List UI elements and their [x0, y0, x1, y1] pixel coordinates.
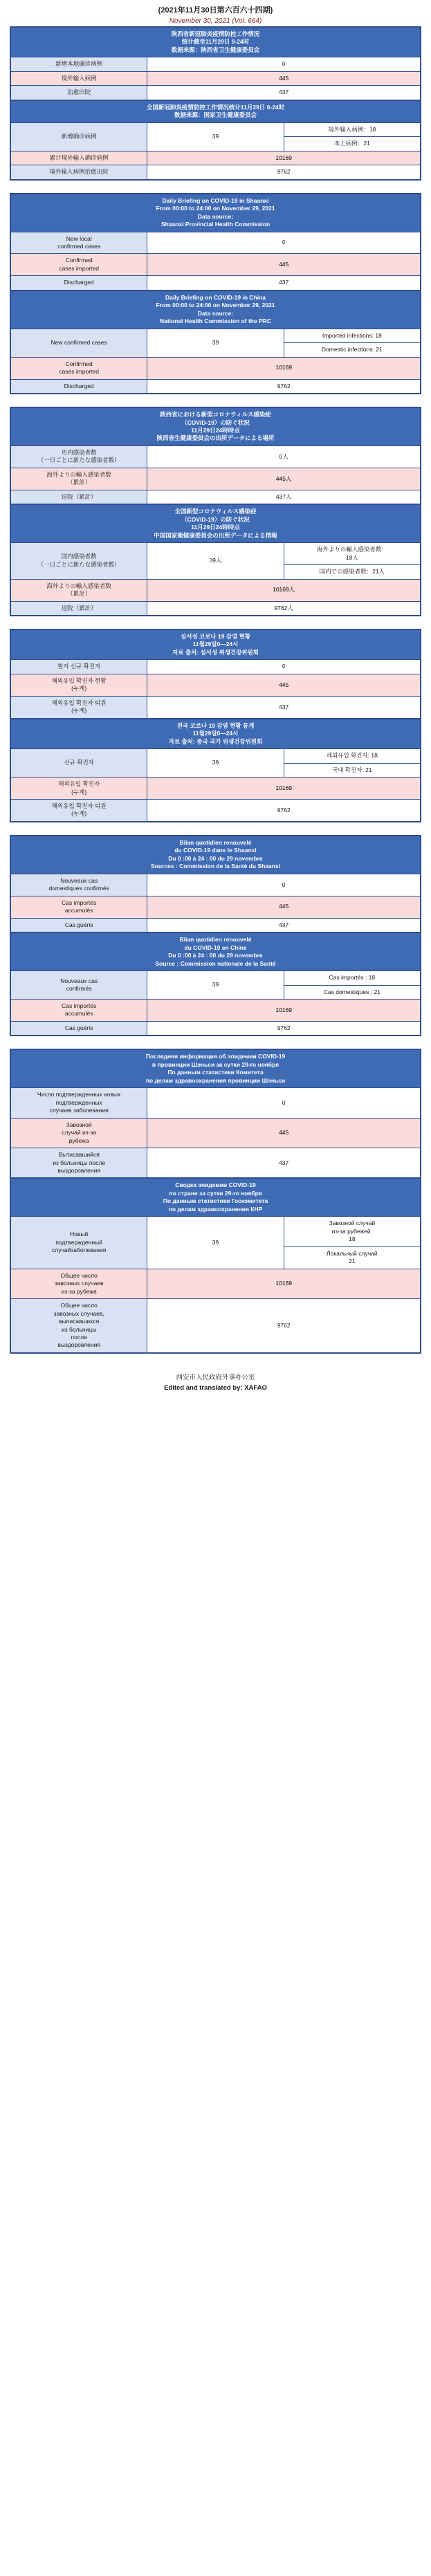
row-value: 0人 [147, 445, 421, 468]
table-row [11, 543, 421, 565]
table-row [11, 778, 421, 800]
table-header: 全国新型コロナウィルス感染症 （COVID-19）の防ぐ状況 11月29日24時時点 中国国家衛健康委員会の出所データによる情報 [11, 505, 421, 543]
table-header: Bilan quotidien renouvelé du COVID-19 en Chine Du 0 :00 à 24 : 00 du 29 novembre Source : Commission nationale de la Santé [11, 933, 421, 971]
table-row [11, 122, 421, 136]
table-row [11, 445, 421, 468]
table-header: Последняя информация об эпидемии COVID-19 в провинции Шэньси за сутки 29-го ноября По данным статистики Комитета по делам здравоохранения провинции Шэньси [11, 1050, 421, 1088]
row-label: New local confirmed cases [11, 232, 147, 254]
row-value: 445人 [147, 468, 421, 490]
table-row [11, 468, 421, 490]
row-sub-value-imported: Imported infections: 18 [284, 329, 420, 342]
table-row [11, 276, 421, 290]
china-table [10, 1178, 421, 1352]
row-label: 해외유입 확진자 퇴원 (누계) [11, 800, 147, 822]
row-label: Общее число завозных случаев из-за рубежа [11, 1269, 147, 1298]
shaanxi-table [10, 836, 421, 932]
china-table [10, 932, 421, 1036]
table-header: Daily Briefing on COVID-19 in China From 00:00 to 24:00 on November 29, 2021 Data source: National Health Commission of the PRC [11, 291, 421, 329]
row-label: 해외유입 확진자 퇴원 (누계) [11, 696, 147, 718]
shaanxi-table [10, 407, 421, 504]
table-header: 全国新冠肺炎疫情防控工作情况统计11月29日 0-24时 数据来源：国家卫生健康委员会 [11, 100, 421, 122]
row-sub-value-domestic: Domestic infections: 21 [284, 343, 420, 357]
row-label: 境外输入病例治愈出院 [11, 165, 147, 179]
row-label: Вытисавшийся из больницы после выздоровления [11, 1148, 147, 1178]
sections-container [0, 26, 431, 1354]
row-value: 445 [147, 674, 421, 696]
language-block-ja [10, 407, 421, 616]
row-value: 0 [147, 57, 421, 71]
row-value: 10169人 [147, 579, 421, 601]
table-row [11, 999, 421, 1021]
table-row [11, 660, 421, 674]
row-value: 445 [147, 1118, 421, 1148]
shaanxi-table [10, 629, 421, 719]
table-row [11, 874, 421, 896]
table-row [11, 971, 421, 985]
row-value: 9762人 [147, 601, 421, 615]
table-row [11, 86, 421, 100]
table-row [11, 71, 421, 85]
table-row [11, 1217, 421, 1246]
row-value: 437 [147, 696, 421, 718]
row-label: Завозной случай из-за рубежа [11, 1118, 147, 1148]
row-sub-value-domestic: 国内での感染者数：21人 [284, 565, 420, 579]
row-label: 治愈出院 [11, 86, 147, 100]
table-row [11, 1088, 421, 1118]
table-row [11, 57, 421, 71]
row-value: 10169 [147, 357, 421, 379]
row-label: 累计境外输入确诊病例 [11, 151, 147, 165]
row-sub-value-imported: Cas importés : 18 [284, 971, 420, 985]
china-table [10, 291, 421, 394]
row-value: 0 [147, 660, 421, 674]
row-total-value: 39 [147, 971, 284, 1000]
row-label: 신규 확진자 [11, 749, 147, 778]
row-value: 10169 [147, 778, 421, 800]
table-row [11, 1269, 421, 1298]
row-sub-value-domestic: 本土病例：21 [284, 137, 420, 151]
row-value: 437 [147, 1148, 421, 1178]
table-header: 陝西省における新型コロナウィルス感染症 （COVID-19）の防ぐ状況 11月29日24時時点 陝西省生健康委員会の出所データによる場所 [11, 408, 421, 446]
row-value: 9762 [147, 165, 421, 179]
table-row [11, 896, 421, 918]
row-label: 退院（累計） [11, 490, 147, 504]
table-row [11, 918, 421, 932]
table-row [11, 1299, 421, 1353]
row-sub-value-imported: 해외유입 확진자: 18 [284, 749, 420, 763]
row-sub-value-imported: 境外输入病例：18 [284, 122, 420, 136]
footer-office-cn: 西安市人民政府外事办公室 [176, 1373, 255, 1381]
row-sub-value-domestic: Cas domestiques : 21 [284, 985, 420, 999]
row-label: 海外よりの輸入感染者数 （累計） [11, 579, 147, 601]
row-value: 10169 [147, 999, 421, 1021]
table-row [11, 490, 421, 504]
table-row [11, 800, 421, 822]
row-label: Discharged [11, 379, 147, 393]
china-table [10, 719, 421, 822]
row-total-value: 39 [147, 329, 284, 357]
row-total-value: 39 [147, 1217, 284, 1269]
row-label: Confirmed cases imported [11, 254, 147, 276]
row-value: 0 [147, 1088, 421, 1118]
row-label: Cas importés accumulés [11, 999, 147, 1021]
row-sub-value-domestic: 국내 확진자: 21 [284, 763, 420, 777]
table-row [11, 329, 421, 342]
row-label: Новый подтвержденный случайзаболевания [11, 1217, 147, 1269]
row-label: Nouveaux cas confirmés [11, 971, 147, 1000]
row-value: 437 [147, 918, 421, 932]
table-row [11, 379, 421, 393]
row-value: 9762 [147, 800, 421, 822]
language-block-zh [10, 26, 421, 181]
table-row [11, 1118, 421, 1148]
table-row [11, 254, 421, 276]
row-label: Общее число завозных случаев, выписавшихся из больницы после выздоровления [11, 1299, 147, 1353]
row-value: 445 [147, 71, 421, 85]
row-value: 0 [147, 232, 421, 254]
shaanxi-table [10, 1049, 421, 1178]
row-label: 海外よりの輸入感染者数 （累計） [11, 468, 147, 490]
china-table [10, 504, 421, 616]
table-row [11, 151, 421, 165]
row-label: 市内感染者数 （一日ごとに新たな感染者数） [11, 445, 147, 468]
row-label: 退院（累計） [11, 601, 147, 615]
row-label: Discharged [11, 276, 147, 290]
table-row [11, 357, 421, 379]
table-row [11, 232, 421, 254]
row-sub-value-imported: 海外よりの輸入感染者数： 18人 [284, 543, 420, 565]
row-label: 현지 신규 확진자 [11, 660, 147, 674]
table-row [11, 165, 421, 179]
row-sub-value-imported: Завозной случай из-за рубежей: 18 [284, 1217, 420, 1246]
row-label: Nouveaux cas domestiques confirmés [11, 874, 147, 896]
row-total-value: 39 [147, 122, 284, 151]
row-label: Confirmed cases imported [11, 357, 147, 379]
table-header: Сводка эпидемии COVID-19 по стране за сутки 29-го ноября По данным статистики Госкомитета по делам здравоохранения КНР [11, 1179, 421, 1217]
row-value: 445 [147, 254, 421, 276]
row-total-value: 39 [147, 749, 284, 778]
row-value: 437人 [147, 490, 421, 504]
table-header: 섬서성 코로나 19 감염 현황 11월29일0—24시 자료 출처: 섬서성 위생건강위원회 [11, 629, 421, 659]
language-block-en [10, 193, 421, 394]
page-header [0, 0, 431, 26]
shaanxi-table [10, 27, 421, 100]
table-header: Daily Briefing on COVID-19 in Shaanxi From 00:00 to 24:00 on November 29, 2021 Data source: Shaanxi Provincial Health Commission [11, 194, 421, 232]
row-value: 9762 [147, 379, 421, 393]
row-value: 10169 [147, 1269, 421, 1298]
row-sub-value-domestic: Локальный случай 21 [284, 1246, 420, 1269]
row-label: 国内感染者数 （一日ごとに新たな感染者数） [11, 543, 147, 579]
row-label: 新增确诊病例 [11, 122, 147, 151]
row-label: Cas guéris [11, 918, 147, 932]
language-block-ko [10, 629, 421, 822]
row-label: 해외유입 확진자 현황 (누계) [11, 674, 147, 696]
table-row [11, 579, 421, 601]
shaanxi-table [10, 194, 421, 291]
row-total-value: 39人 [147, 543, 284, 579]
row-label: New confirmed cases [11, 329, 147, 357]
table-header: Bilan quotidien renouvelé du COVID-19 dans le Shaanxi Du 0 :00 à 24 : 00 du 29 novembre Sources : Commission de la Santé du Shaanxi [11, 836, 421, 874]
page-title-en: November 30, 2021 (Vol. 664) [169, 17, 262, 25]
row-label: Число подтвержденных новых подтвержденных случаев заболевания [11, 1088, 147, 1118]
table-header: 전국 코로나 19 감염 현황 통계 11월29일0—24시 자료 출처: 중국 국가 위생건강위원회 [11, 719, 421, 748]
row-label: Cas importés accumulés [11, 896, 147, 918]
table-row [11, 601, 421, 615]
row-label: 新增本地确诊病例 [11, 57, 147, 71]
table-row [11, 749, 421, 763]
row-value: 9762 [147, 1021, 421, 1035]
row-value: 0 [147, 874, 421, 896]
table-row [11, 1021, 421, 1035]
table-row [11, 674, 421, 696]
table-header: 陕西省新冠肺炎疫情防控工作情况 统计截至11月29日 0-24时 数据来源：陕西省卫生健康委员会 [11, 28, 421, 57]
row-value: 10169 [147, 151, 421, 165]
row-value: 445 [147, 896, 421, 918]
china-table [10, 100, 421, 180]
row-value: 9762 [147, 1299, 421, 1353]
page-title-cn: (2021年11月30日第六百六十四期) [158, 6, 273, 15]
row-value: 437 [147, 86, 421, 100]
row-label: 境外输入病例 [11, 71, 147, 85]
table-row [11, 1148, 421, 1178]
table-row [11, 696, 421, 718]
language-block-ru [10, 1049, 421, 1354]
row-label: Cas guéris [11, 1021, 147, 1035]
page-footer [0, 1366, 431, 1400]
footer-credit-en: Edited and translated by: XAFAO [164, 1383, 267, 1392]
language-block-fr [10, 835, 421, 1036]
row-value: 437 [147, 276, 421, 290]
row-label: 해외유입 확진자 (누계) [11, 778, 147, 800]
